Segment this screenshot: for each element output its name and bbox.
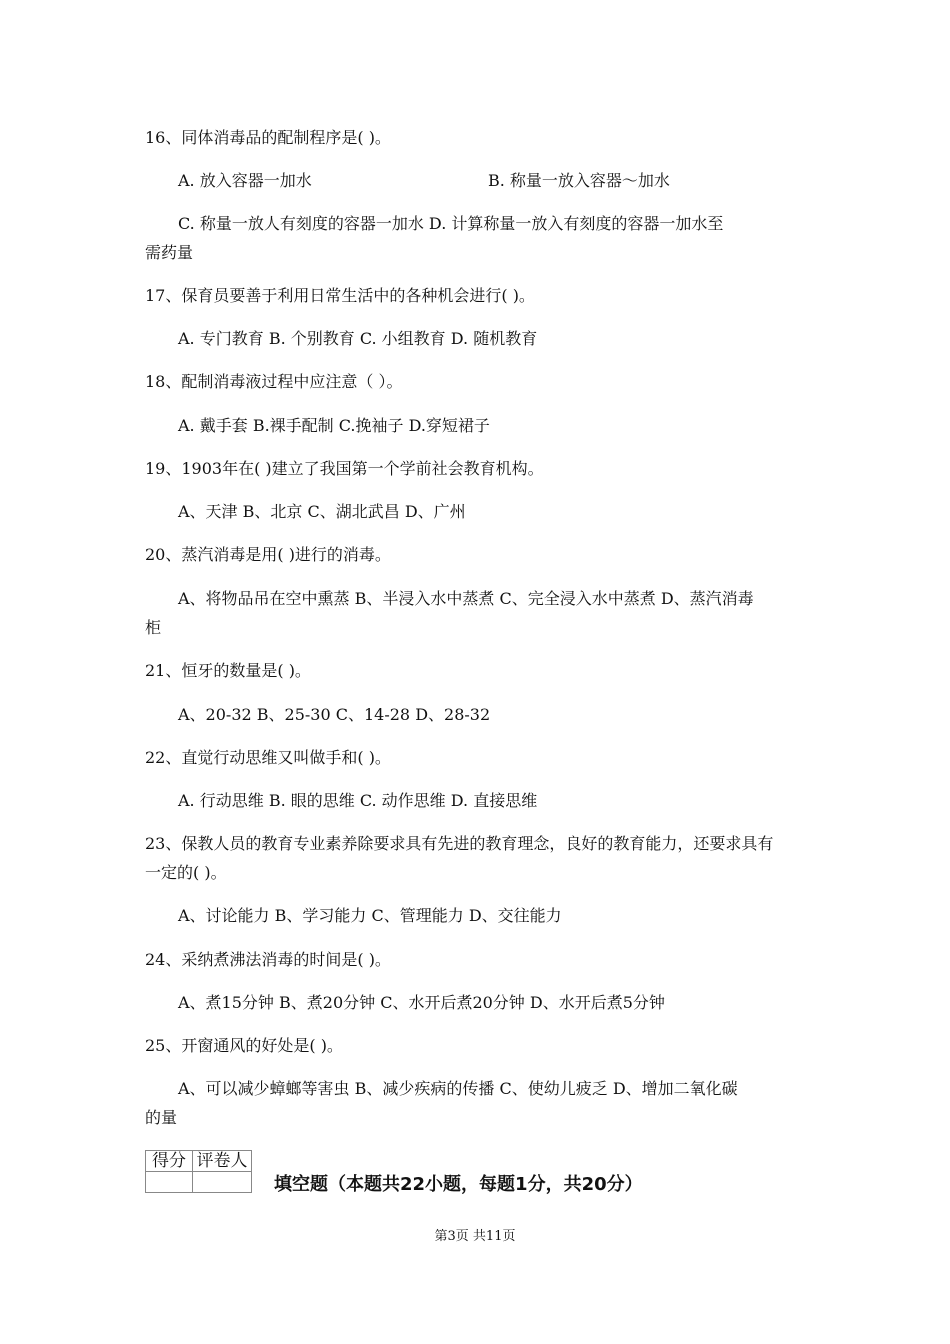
question-25-options-cont: 的量	[145, 1108, 178, 1127]
grader-cell	[193, 1172, 252, 1193]
grader-header: 评卷人	[193, 1151, 252, 1172]
question-23-stem: 23、保教人员的教育专业素养除要求具有先进的教育理念，良好的教育能力，还要求具有	[145, 834, 774, 853]
question-20-options: A、将物品吊在空中熏蒸 B、半浸入水中蒸煮 C、完全浸入水中蒸煮 D、蒸汽消毒	[178, 589, 754, 608]
score-header: 得分	[146, 1151, 193, 1172]
question-16-stem: 16、同体消毒品的配制程序是( )。	[145, 128, 391, 147]
section-title: 填空题（本题共22小题，每题1分，共20分）	[274, 1174, 643, 1195]
question-24-options: A、煮15分钟 B、煮20分钟 C、水开后煮20分钟 D、水开后煮5分钟	[178, 993, 665, 1012]
page-footer: 第3页 共11页	[434, 1229, 516, 1244]
question-16-options-cd-cont: 需药量	[145, 243, 194, 262]
question-23-options: A、讨论能力 B、学习能力 C、管理能力 D、交往能力	[178, 906, 562, 925]
question-18-options: A. 戴手套 B.裸手配制 C.挽袖子 D.穿短裙子	[178, 416, 490, 435]
question-20-stem: 20、蒸汽消毒是用( )进行的消毒。	[145, 545, 391, 564]
question-16-options-cd: C. 称量一放人有刻度的容器一加水 D. 计算称量一放入有刻度的容器一加水至	[178, 214, 724, 233]
score-cell	[146, 1172, 193, 1193]
question-20-options-cont: 柜	[145, 618, 162, 637]
question-16-option-a: A. 放入容器一加水	[178, 171, 312, 190]
question-22-options: A. 行动思维 B. 眼的思维 C. 动作思维 D. 直接思维	[178, 791, 538, 810]
question-23-stem-cont: 一定的( )。	[145, 863, 227, 882]
question-25-options: A、可以减少蟑螂等害虫 B、减少疾病的传播 C、使幼儿疲乏 D、增加二氧化碳	[178, 1079, 738, 1098]
question-19-options: A、天津 B、北京 C、湖北武昌 D、广州	[178, 502, 466, 521]
score-box	[145, 1150, 252, 1193]
question-25-stem: 25、开窗通风的好处是( )。	[145, 1036, 343, 1055]
question-22-stem: 22、直觉行动思维又叫做手和( )。	[145, 748, 391, 767]
question-19-stem: 19、1903年在( )建立了我国第一个学前社会教育机构。	[145, 459, 544, 478]
question-18-stem: 18、配制消毒液过程中应注意（ ）。	[145, 372, 403, 391]
question-17-options: A. 专门教育 B. 个别教育 C. 小组教育 D. 随机教育	[178, 329, 538, 348]
question-21-stem: 21、恒牙的数量是( )。	[145, 661, 311, 680]
question-24-stem: 24、采纳煮沸法消毒的时间是( )。	[145, 950, 391, 969]
question-17-stem: 17、保育员要善于利用日常生活中的各种机会进行( )。	[145, 286, 535, 305]
question-16-option-b: B. 称量一放入容器～加水	[488, 171, 670, 190]
question-21-options: A、20-32 B、25-30 C、14-28 D、28-32	[178, 705, 491, 724]
